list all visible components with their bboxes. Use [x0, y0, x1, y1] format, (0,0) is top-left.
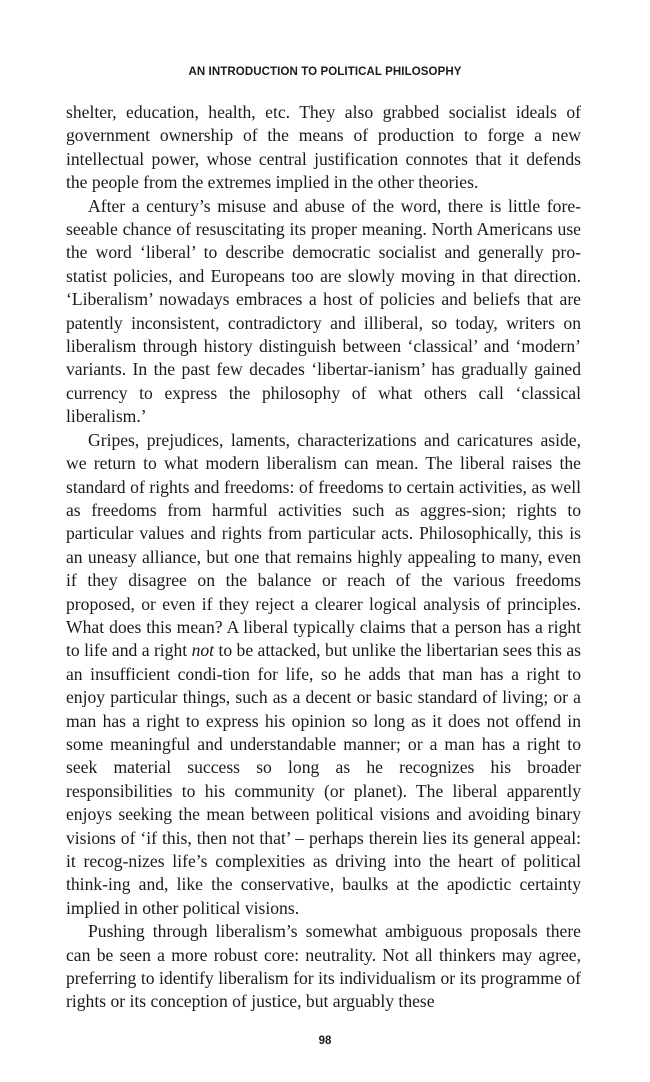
paragraph-1: shelter, education, health, etc. They also grabbed socialist ideals of government ownership of the means of production to forge a new intellectual power, whose central justification connotes that it defends the people from the extremes implied in the other theories.: [66, 102, 581, 193]
paragraph-3: [66, 429, 581, 921]
paragraph-3-part-1: Gripes, prejudices, laments, characterizations and caricatures aside, we return to what modern liberalism can mean. The liberal raises the standard of rights and freedoms: of freedoms to certain activities, as well as freedoms from harmful activities such as aggres-sion; rights to particular values and rights from particular acts. Philosophically, this is an uneasy alliance, but one that remains highly appealing to many, even if they disagree on the balance or reach of the various freedoms proposed, or even if they reject a clearer logical analysis of principles. What does this mean? A liberal typically claims that a person has a right to life and a right: [66, 429, 581, 661]
paragraph-2: After a century’s misuse and abuse of the word, there is little fore-seeable chance of resuscitating its proper meaning. North Americans use the word ‘liberal’ to describe democratic socialist and generally pro-statist policies, and Europeans too are slowly moving in that direction. ‘Liberalism’ nowadays embraces a host of policies and beliefs that are patently inconsistent, contradictory and illiberal, so today, writers on liberalism through history distinguish between ‘classical’ and ‘modern’ variants. In the past few decades ‘libertar-ianism’ has gradually gained currency to express the philosophy of what others call ‘classical liberalism.’: [66, 195, 581, 427]
paragraph-3-part-2: to be attacked, but unlike the libertarian sees this as an insufficient condi-tion for life, so he adds that man has a right to enjoy particular things, such as a decent or basic standard of living; or a man has a right to express his opinion so long as it does not offend in some meaningful and understandable manner; or a man has a right to seek material success so long as he recognizes his broader responsibilities to his community (or planet). The liberal apparently enjoys seeking the mean between political visions and avoiding binary visions of ‘if this, then not that’ – perhaps therein lies its general appeal: it recog-nizes life’s complexities as driving into the heart of political think-ing and, like the conservative, baulks at the apodictic certainty implied in other political visions.: [66, 640, 581, 918]
paragraph-4: Pushing through liberalism’s somewhat ambiguous proposals there can be seen a more robust core: neutrality. Not all thinkers may agree, preferring to identify liberalism for its individualism or its programme of rights or its conception of justice, but arguably these: [66, 921, 581, 1012]
body-text: [66, 101, 581, 1014]
emphasis-not: not: [191, 640, 215, 661]
page-number: 98: [318, 1035, 332, 1047]
running-head: AN INTRODUCTION TO POLITICAL PHILOSOPHY: [188, 66, 462, 78]
